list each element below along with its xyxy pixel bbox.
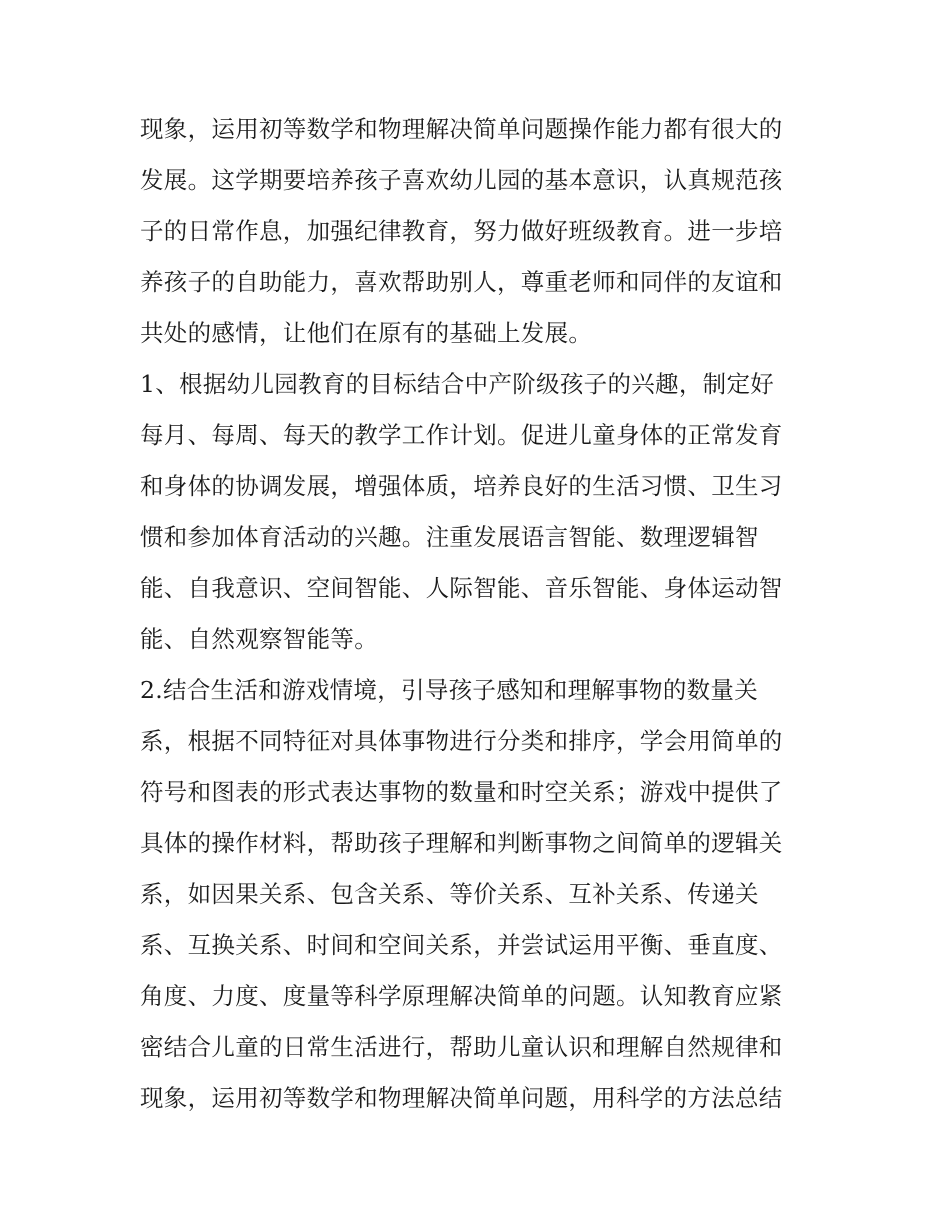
text-line: 角度、力度、度量等科学原理解决简单的问题。认知教育应紧 (140, 982, 783, 1010)
text-line: 系、互换关系、时间和空间关系，并尝试运用平衡、垂直度、 (140, 931, 783, 959)
text-line: 能、自我意识、空间智能、人际智能、音乐智能、身体运动智 (140, 574, 783, 602)
text-line: 和身体的协调发展，增强体质，培养良好的生活习惯、卫生习 (140, 472, 783, 500)
text-line: 具体的操作材料，帮助孩子理解和判断事物之间简单的逻辑关 (140, 829, 783, 857)
text-line: 子的日常作息，加强纪律教育，努力做好班级教育。进一步培 (140, 217, 783, 245)
text-line: 现象，运用初等数学和物理解决简单问题，用科学的方法总结 (140, 1084, 783, 1112)
text-line: 1、根据幼儿园教育的目标结合中产阶级孩子的兴趣，制定好 (140, 370, 775, 398)
text-line: 密结合儿童的日常生活进行，帮助儿童认识和理解自然规律和 (140, 1033, 783, 1061)
text-line: 系，如因果关系、包含关系、等价关系、互补关系、传递关 (140, 880, 759, 908)
text-line: 共处的感情，让他们在原有的基础上发展。 (140, 319, 593, 347)
text-line: 能、自然观察智能等。 (140, 625, 378, 653)
text-line: 符号和图表的形式表达事物的数量和时空关系；游戏中提供了 (140, 778, 783, 806)
text-line: 养孩子的自助能力，喜欢帮助别人，尊重老师和同伴的友谊和 (140, 268, 783, 296)
document-body (140, 104, 815, 1124)
text-line: 2.结合生活和游戏情境，引导孩子感知和理解事物的数量关 (140, 676, 759, 704)
text-line: 现象，运用初等数学和物理解决简单问题操作能力都有很大的 (140, 115, 783, 143)
text-line: 惯和参加体育活动的兴趣。注重发展语言智能、数理逻辑智 (140, 523, 759, 551)
text-line: 发展。这学期要培养孩子喜欢幼儿园的基本意识，认真规范孩 (140, 166, 783, 194)
text-line: 系，根据不同特征对具体事物进行分类和排序，学会用简单的 (140, 727, 783, 755)
text-line: 每月、每周、每天的教学工作计划。促进儿童身体的正常发育 (140, 421, 783, 449)
